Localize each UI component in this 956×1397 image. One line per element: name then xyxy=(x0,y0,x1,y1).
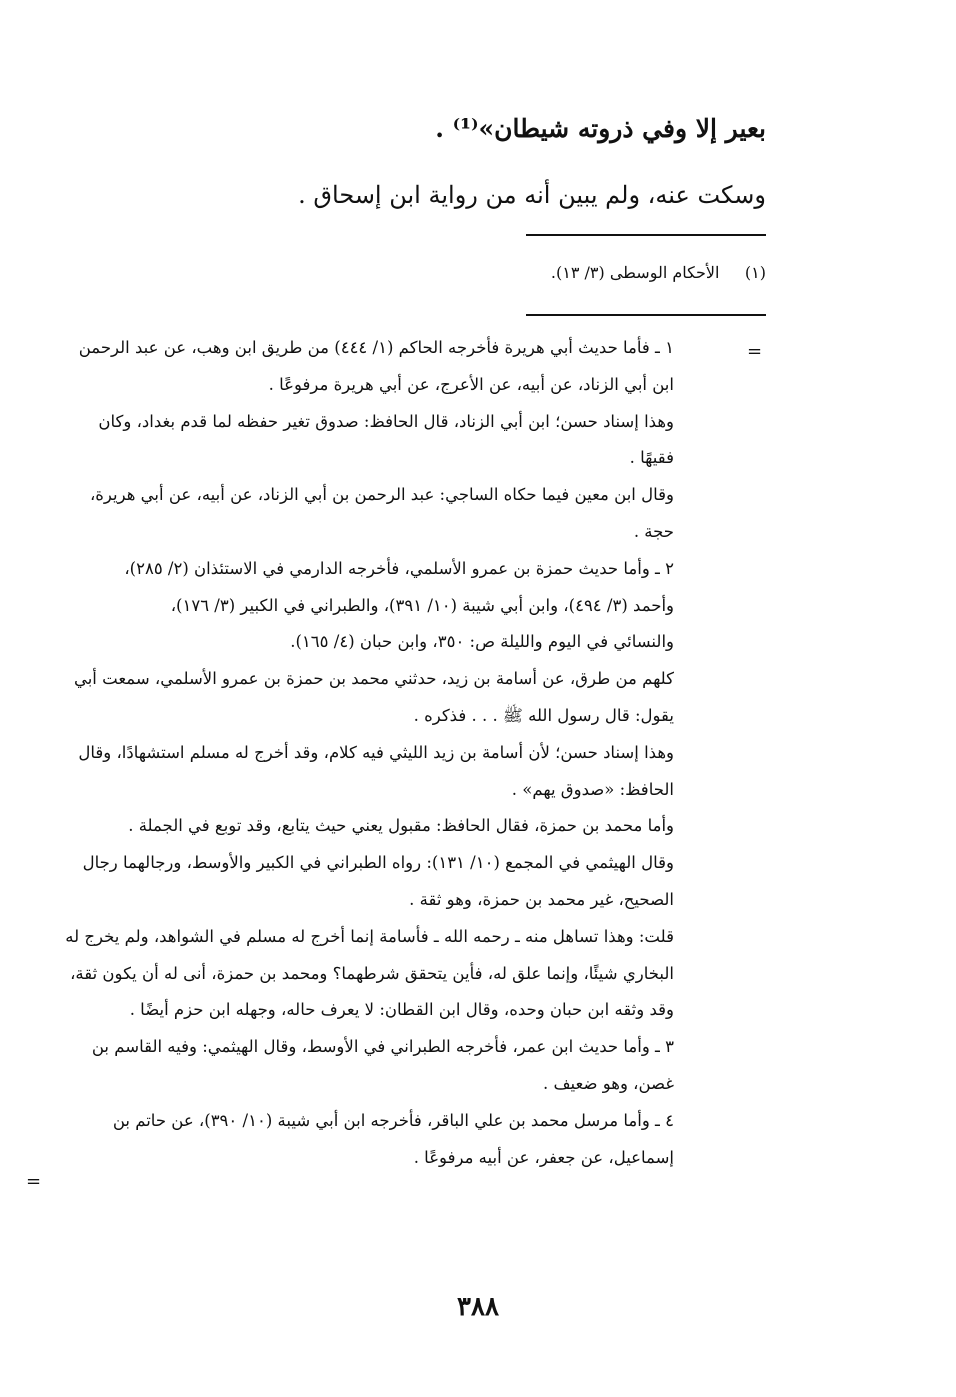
main-text-line-2: وسكت عنه، ولم يبين أنه من رواية ابن إسحاق . xyxy=(298,181,766,209)
commentary-line: ٤ ـ وأما مرسل محمد بن علي الباقر، فأخرجه ابن أبي شيبة (١٠/ ٣٩٠)، عن حاتم بن xyxy=(112,1110,674,1130)
commentary-line: حجة . xyxy=(633,521,674,541)
commentary-line: ٢ ـ وأما حديث حمزة بن عمرو الأسلمي، فأخرجه الدارمي في الاستئذان (٢/ ٢٨٥)، xyxy=(124,558,674,578)
footnote-separator-rule xyxy=(526,234,766,236)
footnote-text: الأحكام الوسطى (٣/ ١٣). xyxy=(550,263,720,282)
commentary-line: وهذا إسناد حسن؛ ابن أبي الزناد، قال الحافظ: صدوق تغير حفظه لما قدم بغداد، وكان xyxy=(98,411,674,431)
commentary-line: ١ ـ فأما حديث أبي هريرة فأخرجه الحاكم (١/ ٤٤٤) من طريق ابن وهب، عن عبد الرحمن xyxy=(78,338,674,357)
commentary-line: غصن، وهو ضعيف . xyxy=(542,1073,674,1093)
commentary-line: الحافظ: «صدوق يهم» . xyxy=(511,779,674,799)
commentary-line: وأما محمد بن حمزة، فقال الحافظ: مقبول يعني حيث يتابع، وقد توبع في الجملة . xyxy=(128,816,674,836)
commentary-line: وقال الهيثمي في المجمع (١٠/ ١٣١): رواه الطبراني في الكبير والأوسط، ورجالهما رجال xyxy=(82,853,674,873)
commentary-line: وقال ابن معين فيما حكاه الساجي: عبد الرحمن بن أبي الزناد، عن أبيه، عن أبي هريرة، xyxy=(89,485,674,505)
commentary-line: إسماعيل، عن جعفر، عن أبيه مرفوعًا . xyxy=(413,1147,674,1167)
main-text-line-1: بعير إلا وفي ذروته شيطان»⁽¹⁾ . xyxy=(435,114,766,143)
commentary-line: فقيهًا . xyxy=(629,448,674,468)
commentary-line: ابن أبي الزناد، عن أبيه، عن الأعرج، عن أبي هريرة مرفوعًا . xyxy=(268,374,674,394)
commentary-line: ٣ ـ وأما حديث ابن عمر، فأخرجه الطبراني في الأوسط، وقال الهيثمي: وفيه القاسم بن xyxy=(91,1037,674,1057)
continuation-marker-left: = xyxy=(26,1171,42,1192)
main-text-block xyxy=(126,96,766,228)
commentary-line: وأحمد (٣/ ٤٩٤)، وابن أبي شيبة (١٠/ ٣٩١)، والطبراني في الكبير (٣/ ١٧٦)، xyxy=(170,595,674,615)
page-number: ٣٨٨ xyxy=(457,1292,499,1322)
commentary-block xyxy=(34,330,674,1176)
commentary-line: قلت: وهذا تساهل منه ـ رحمه الله ـ فأسامة إنما أخرج له مسلم في الشواهد، ولم يخرج له xyxy=(65,926,674,946)
commentary-line: البخاري شيئًا، وإنما علق له، فأين يتحقق شرطهما؟ ومحمد بن حمزة، أنى له أن يكون ثقة، xyxy=(70,963,674,983)
commentary-line: كلهم من طرق، عن أسامة بن زيد، حدثني محمد بن حمزة بن عمرو الأسلمي، سمعت أبي xyxy=(73,669,674,689)
commentary-separator-rule xyxy=(526,314,766,316)
commentary-line: الصحيح، غير محمد بن حمزة، وهو ثقة . xyxy=(409,889,674,909)
commentary-line: يقول: قال رسول الله ﷺ . . . فذكره . xyxy=(413,705,674,725)
commentary-line: وهذا إسناد حسن؛ لأن أسامة بن زيد الليثي فيه كلام، وقد أخرج له مسلم استشهادًا، وقال xyxy=(78,742,674,762)
commentary-line: وقد وثقه ابن حبان وحده، وقال ابن القطان: لا يعرف حاله، وجهله ابن حزم أيضًا . xyxy=(129,1000,674,1020)
continuation-marker-right: = xyxy=(747,341,763,362)
footnote-1 xyxy=(186,258,766,288)
footnote-marker: (١) xyxy=(744,263,766,282)
commentary-line: والنسائي في اليوم والليلة ص: ٣٥٠، وابن حبان (٤/ ١٦٥). xyxy=(290,632,674,652)
